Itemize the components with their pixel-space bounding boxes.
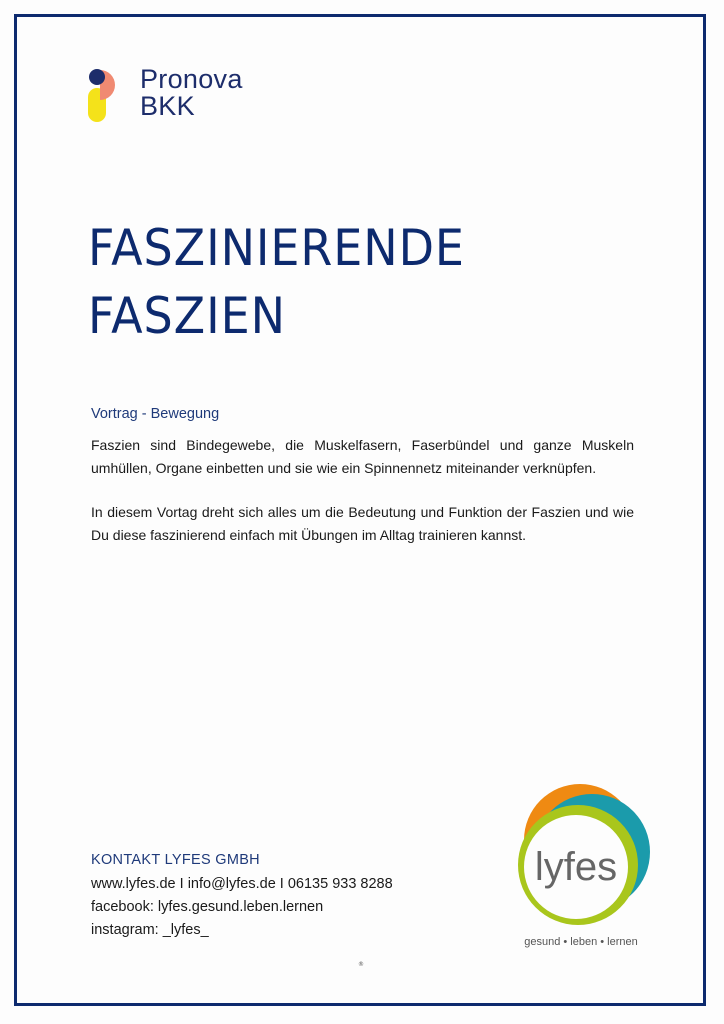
body-paragraph-1: Faszien sind Bindegewebe, die Muskelfasern, Faserbündel und ganze Muskeln umhüllen, Organe einbetten und sie wie ein Spinnennetz miteinander verknüpfen. <box>91 437 634 476</box>
contact-line-instagram: instagram: _lyfes_ <box>91 922 209 938</box>
registered-mark: ® <box>358 961 364 968</box>
contact-line-facebook: facebook: lyfes.gesund.leben.lernen <box>91 899 324 915</box>
lyfes-logo-icon <box>512 770 662 930</box>
title-line-1: FASZINIERENDE <box>88 219 465 277</box>
lyfes-tagline: gesund • leben • lernen <box>524 936 638 948</box>
page-title <box>88 214 498 350</box>
title-line-2: FASZIEN <box>88 287 286 345</box>
brand-line-1: Pronova <box>140 64 243 94</box>
pronova-logo-icon <box>88 68 128 124</box>
lyfes-wordmark: lyfes <box>534 845 618 889</box>
contact-line-web-email-phone: www.lyfes.de I info@lyfes.de I 06135 933 8288 <box>91 876 393 892</box>
pronova-wordmark <box>140 66 243 120</box>
body-paragraph-2: In diesem Vortag dreht sich alles um die Bedeutung und Funktion der Faszien und wie Du diese faszinierend einfach mit Übungen im Alltag trainieren kannst. <box>91 504 634 543</box>
brand-line-2: BKK <box>140 91 195 121</box>
contact-heading: KONTAKT LYFES GMBH <box>91 852 260 868</box>
subtitle: Vortrag - Bewegung <box>91 406 220 422</box>
